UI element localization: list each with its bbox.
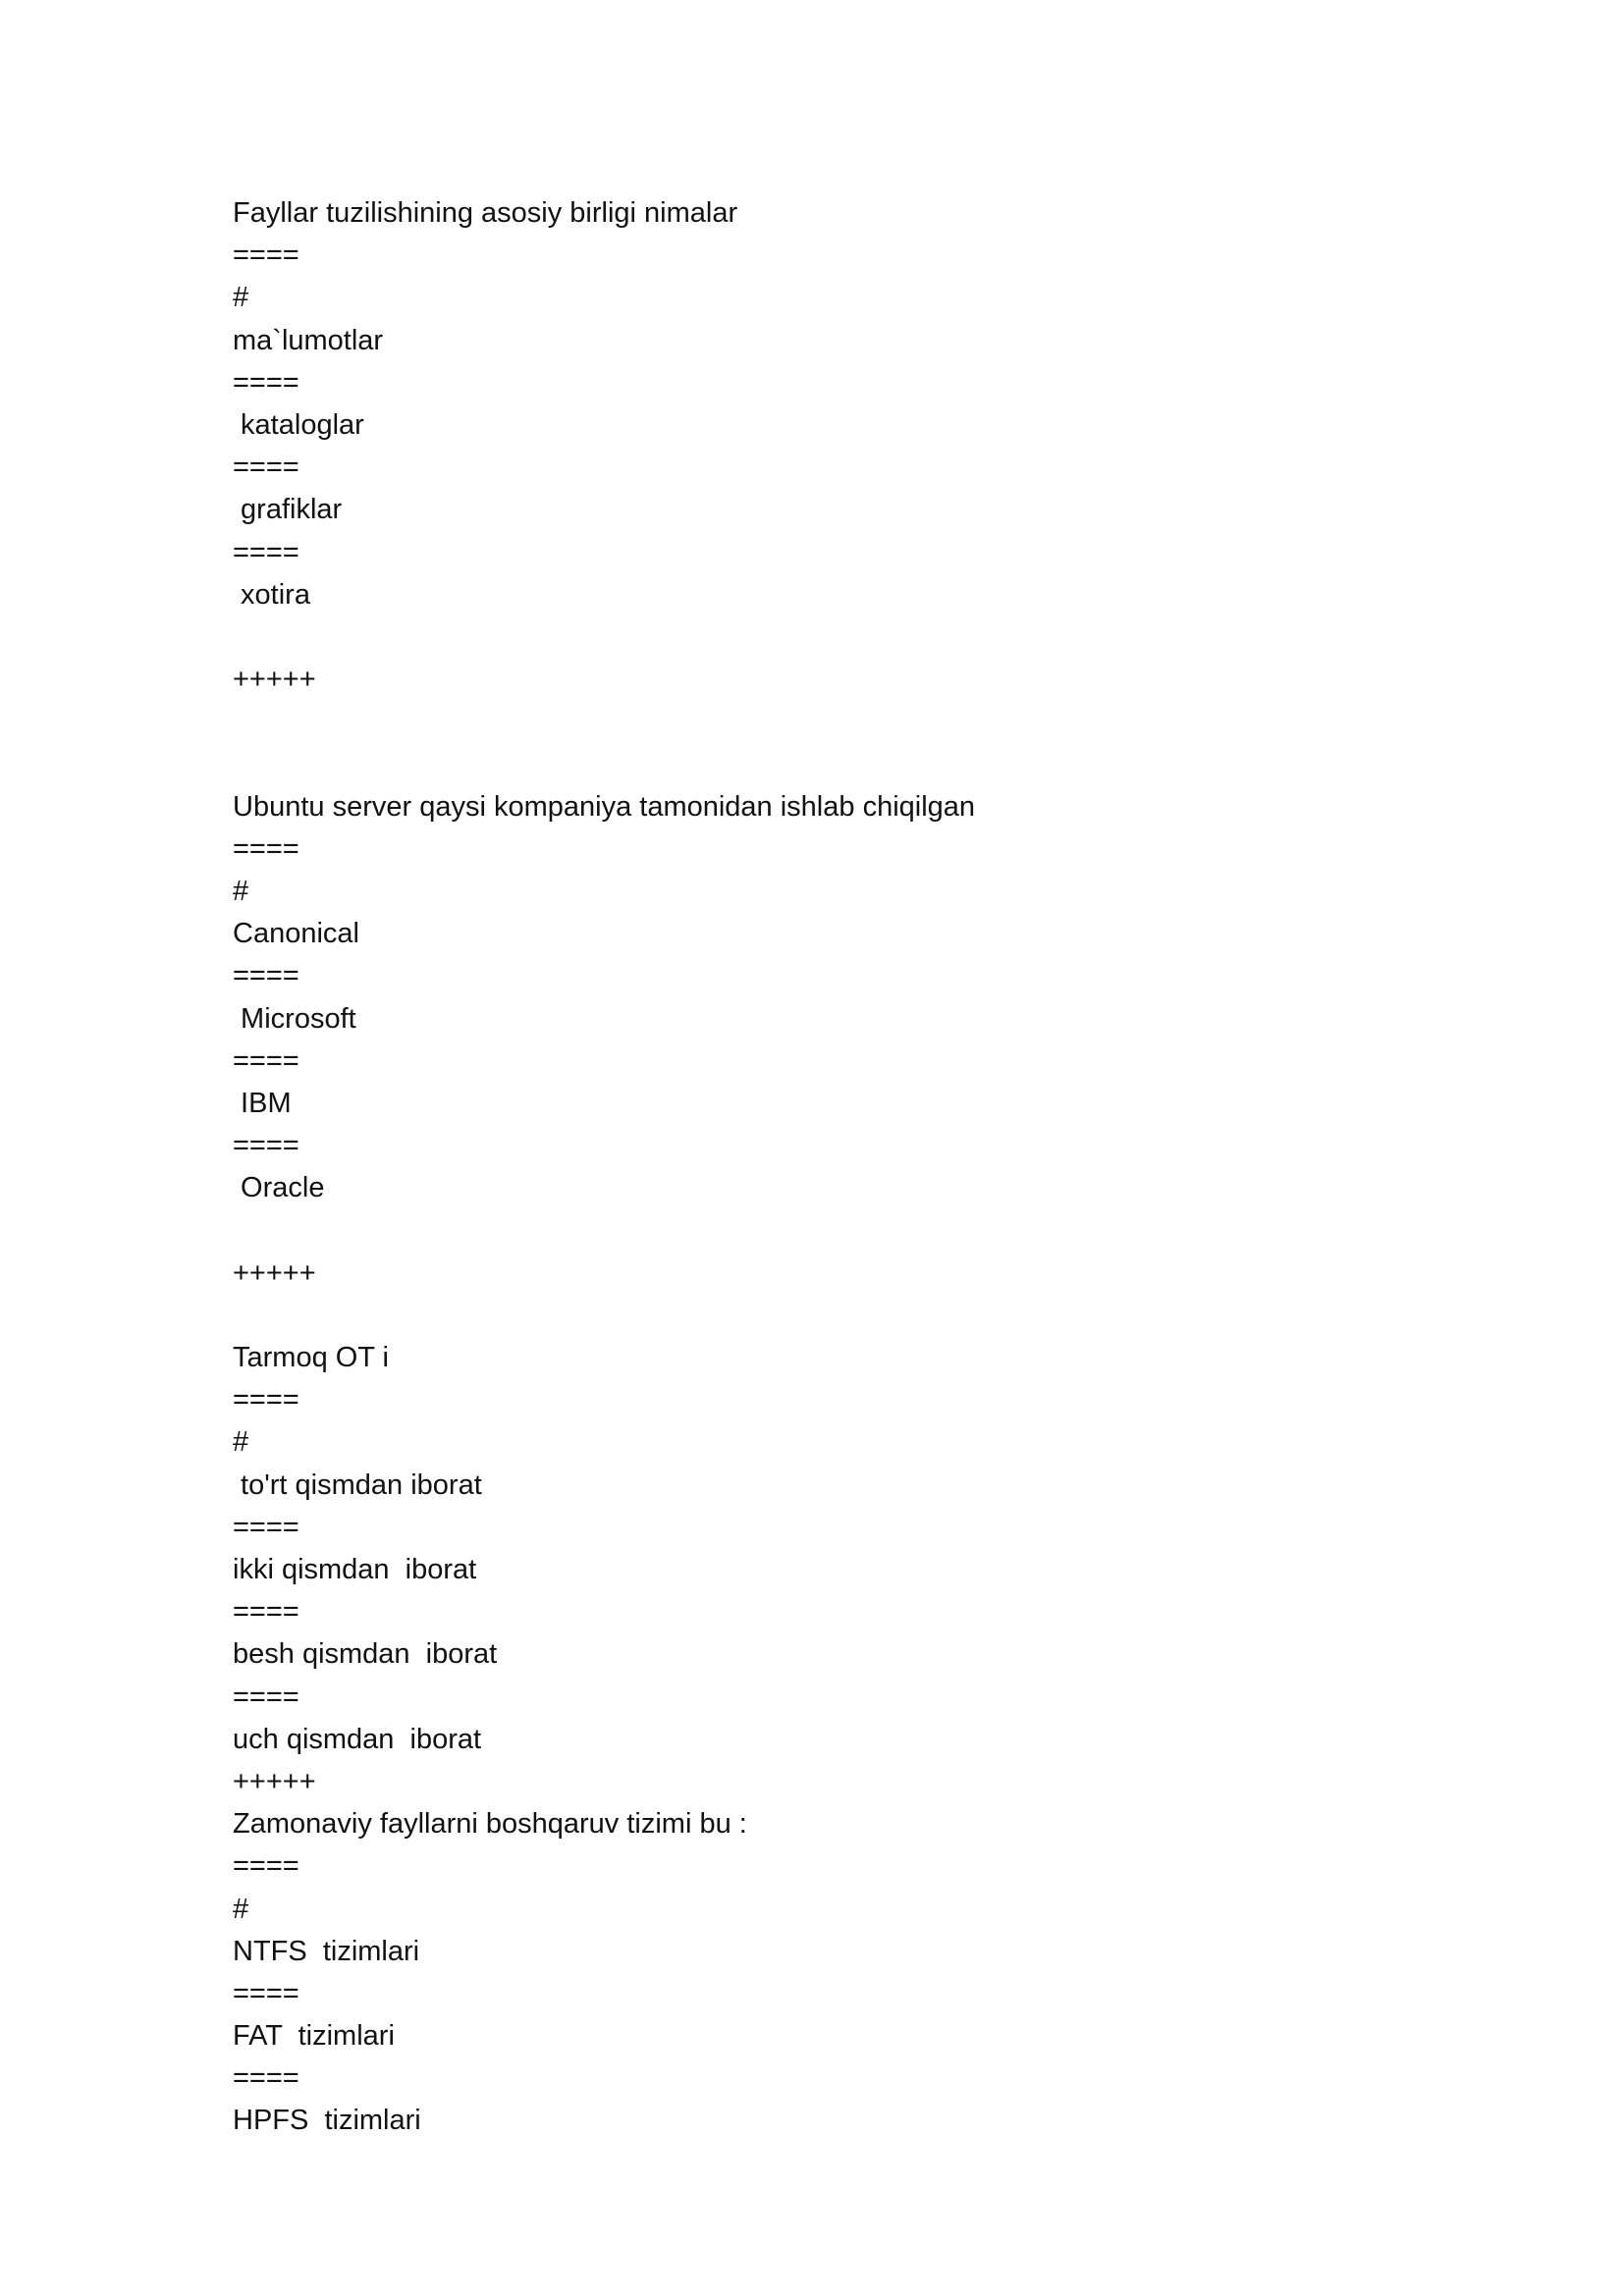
end-marker: +++++ [233,1765,316,1797]
separator: ==== [233,1850,299,1883]
answer-option: ikki qismdan iborat [233,1554,477,1586]
answer-option: grafiklar [233,494,343,526]
question-block [233,786,1411,1295]
blank-space [233,1295,1411,1337]
correct-marker: # [233,876,249,908]
answer-option: xotira [233,578,310,611]
correct-marker: # [233,1893,249,1925]
question-block [233,192,1411,701]
answer-option: Oracle [233,1172,325,1204]
answer-option: NTFS tizimlari [233,1935,420,1967]
question-text: Ubuntu server qaysi kompaniya tamonidan ishlab chiqilgan [233,790,976,823]
separator: ==== [233,1130,299,1162]
separator: ==== [233,1044,299,1077]
question-block [233,1337,1411,1803]
end-marker: +++++ [233,1256,316,1289]
correct-marker: # [233,282,249,314]
answer-option: Canonical [233,918,359,950]
answer-option: to'rt qismdan iborat [233,1468,482,1501]
separator: ==== [233,1384,299,1416]
separator: ==== [233,960,299,992]
separator: ==== [233,832,299,865]
answer-option: Microsoft [233,1002,356,1035]
answer-option: uch qismdan iborat [233,1723,482,1755]
blank-line [233,1210,1411,1253]
answer-option: besh qismdan iborat [233,1638,498,1671]
correct-marker: # [233,1426,249,1459]
answer-option: ma`lumotlar [233,324,384,356]
separator: ==== [233,1681,299,1713]
question-block [233,1803,1411,2143]
separator: ==== [233,1596,299,1629]
separator: ==== [233,1511,299,1543]
document-body [233,192,1411,2143]
separator: ==== [233,2062,299,2095]
separator: ==== [233,366,299,399]
separator: ==== [233,452,299,484]
separator: ==== [233,536,299,568]
answer-option: HPFS tizimlari [233,2105,421,2137]
blank-space [233,701,1411,785]
end-marker: +++++ [233,664,316,696]
blank-line [233,616,1411,659]
answer-option: FAT tizimlari [233,2020,395,2053]
question-text: Zamonaviy fayllarni boshqaruv tizimi bu : [233,1808,747,1841]
separator: ==== [233,1977,299,2009]
question-text: Tarmoq OT i [233,1342,390,1374]
answer-option: IBM [233,1087,292,1119]
separator: ==== [233,240,299,272]
question-text: Fayllar tuzilishining asosiy birligi nimalar [233,197,738,229]
answer-option: kataloglar [233,408,364,441]
